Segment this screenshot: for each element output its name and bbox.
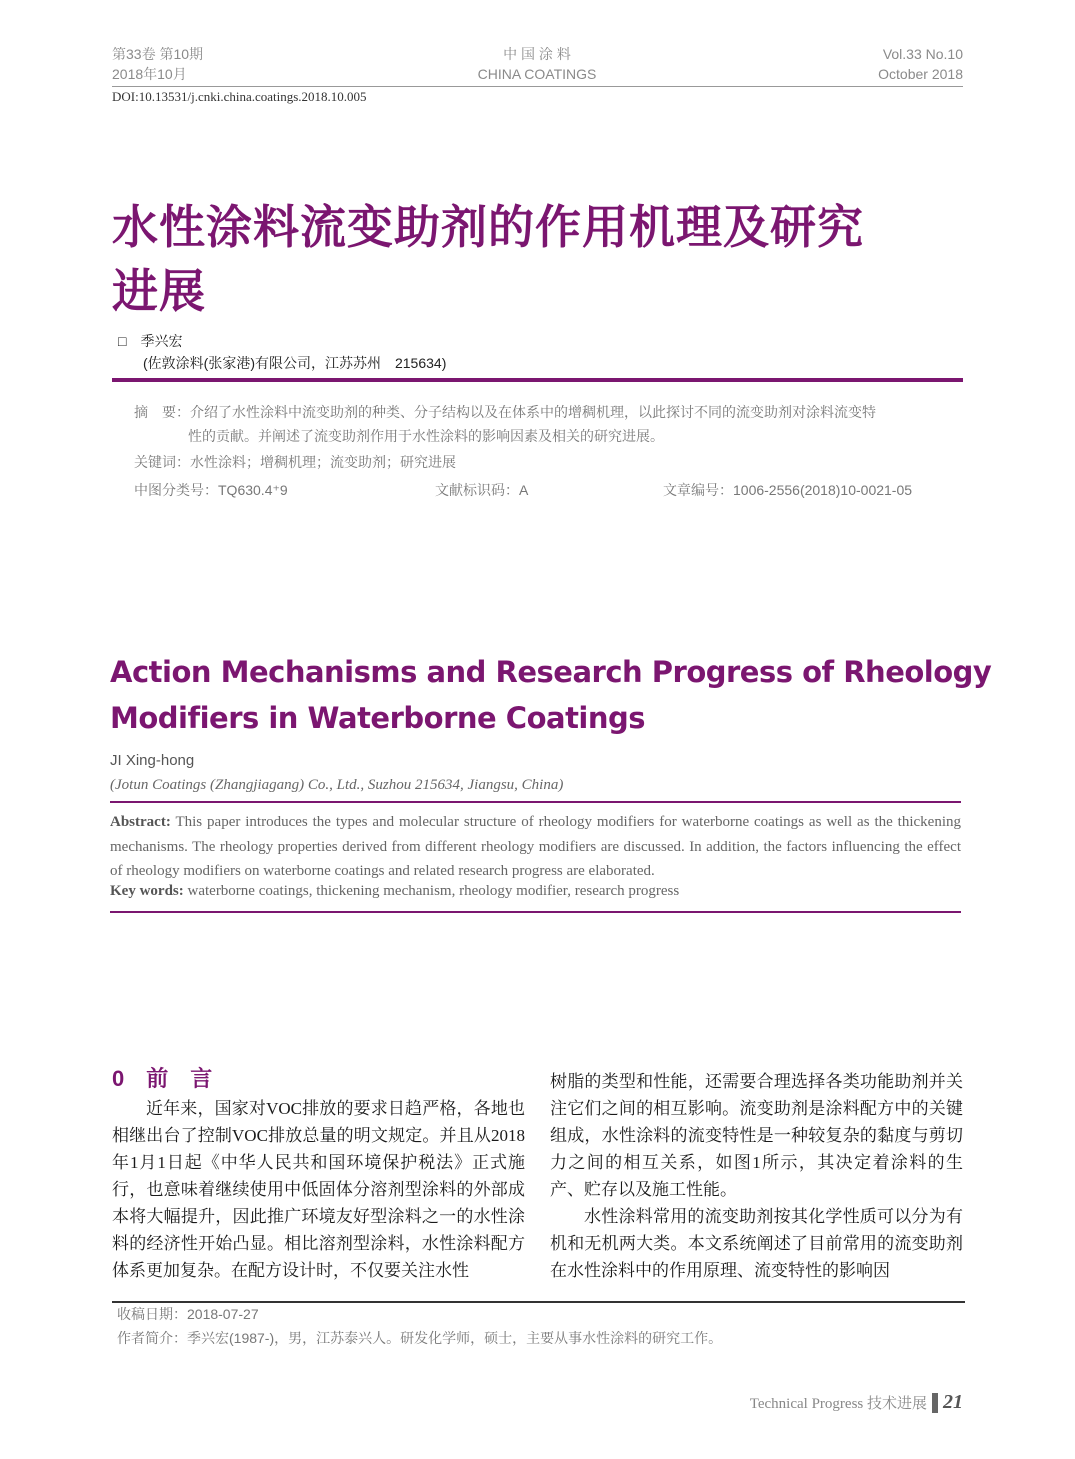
- header-right: Vol.33 No.10 October 2018: [878, 46, 963, 82]
- header-left: 第33卷 第10期 2018年10月: [112, 46, 204, 82]
- received-date: 收稿日期：2018-07-27: [117, 1306, 259, 1322]
- header-center: 中 国 涂 料 CHINA COATINGS: [477, 46, 597, 82]
- doi: DOI:10.13531/j.cnki.china.coatings.2018.10.005: [112, 89, 367, 104]
- body-left-column: 近年来，国家对VOC排放的要求日趋严格，各地也相继出台了控制VOC排放总量的明文规定。并且从2018年1月1日起《中华人民共和国环境保护税法》正式施行，也意味着继续使用中低固体分溶剂型涂料的外部成本将大幅提升，因此推广环境友好型涂料之一的水性涂料的经济性开始凸显。相比溶剂型涂料，水性涂料配方体系更加复杂。在配方设计时，不仅要关注水性: [112, 1099, 525, 1280]
- en-abstract: Abstract: This paper introduces the types and molecular structure of rheology modifiers for waterborne coatings as well as the thickening mechanisms. The rheology properties derived from different rheology modifiers are discussed. In addition, the factors influencing the effect of rheology modifiers on waterborne coatings and related research progress are elaborated.: [110, 814, 961, 879]
- page-number: 21: [943, 1391, 963, 1413]
- cn-title-rule: [112, 378, 963, 382]
- en-affiliation: (Jotun Coatings (Zhangjiagang) Co., Ltd., Suzhou 215634, Jiangsu, China): [110, 777, 564, 793]
- cn-author: □ 季兴宏: [118, 333, 183, 349]
- body-right-column: 树脂的类型和性能，还需要合理选择各类功能助剂并关注它们之间的相互影响。流变助剂是涂料配方中的关键组成，水性涂料的流变特性是一种较复杂的黏度与剪切力之间的相互关系，如图1所示，其决定着涂料的生产、贮存以及施工性能。 水性涂料常用的流变助剂按其化学性质可以分为有机和无机两大类。本文系统阐述了目前常用的流变助剂在水性涂料中的作用原理、流变特性的影响因: [550, 1072, 963, 1280]
- cn-abstract: 摘 要：介绍了水性涂料中流变助剂的种类、分子结构以及在体系中的增稠机理，以此探讨不同的流变助剂对涂料流变特 性的贡献。并阐述了流变助剂作用于水性涂料的影响因素及相关的研究进展。: [134, 404, 876, 444]
- en-rule-top: [110, 801, 961, 803]
- footer-bar: [932, 1393, 938, 1413]
- en-keywords: Key words: waterborne coatings, thickening mechanism, rheology modifier, research progress: [110, 883, 680, 899]
- cn-article-no: 文章编号：1006-2556(2018)10-0021-05: [663, 482, 913, 498]
- en-author: JI Xing-hong: [110, 752, 195, 769]
- header-rule: [112, 86, 963, 87]
- cn-title: 水性涂料流变助剂的作用机理及研究 进展: [112, 201, 864, 317]
- cn-clc: 中图分类号：TQ630.4⁺9: [134, 482, 288, 498]
- section-heading: 0 前 言: [112, 1066, 213, 1091]
- en-title: Action Mechanisms and Research Progress of Rheology Modifiers in Waterborne Coatings: [110, 655, 992, 735]
- author-bio: 作者简介：季兴宏(1987-)，男，江苏泰兴人。研发化学师，硕士，主要从事水性涂料的研究工作。: [117, 1330, 723, 1346]
- en-rule-bottom: [110, 911, 961, 913]
- cn-keywords: 关键词：水性涂料；增稠机理；流变助剂；研究进展: [134, 454, 456, 470]
- cn-affiliation: (佐敦涂料(张家港)有限公司，江苏苏州 215634): [143, 355, 447, 371]
- page-footer: Technical Progress 技术进展 21: [749, 1391, 963, 1413]
- cn-doc-code: 文献标识码：A: [435, 482, 529, 498]
